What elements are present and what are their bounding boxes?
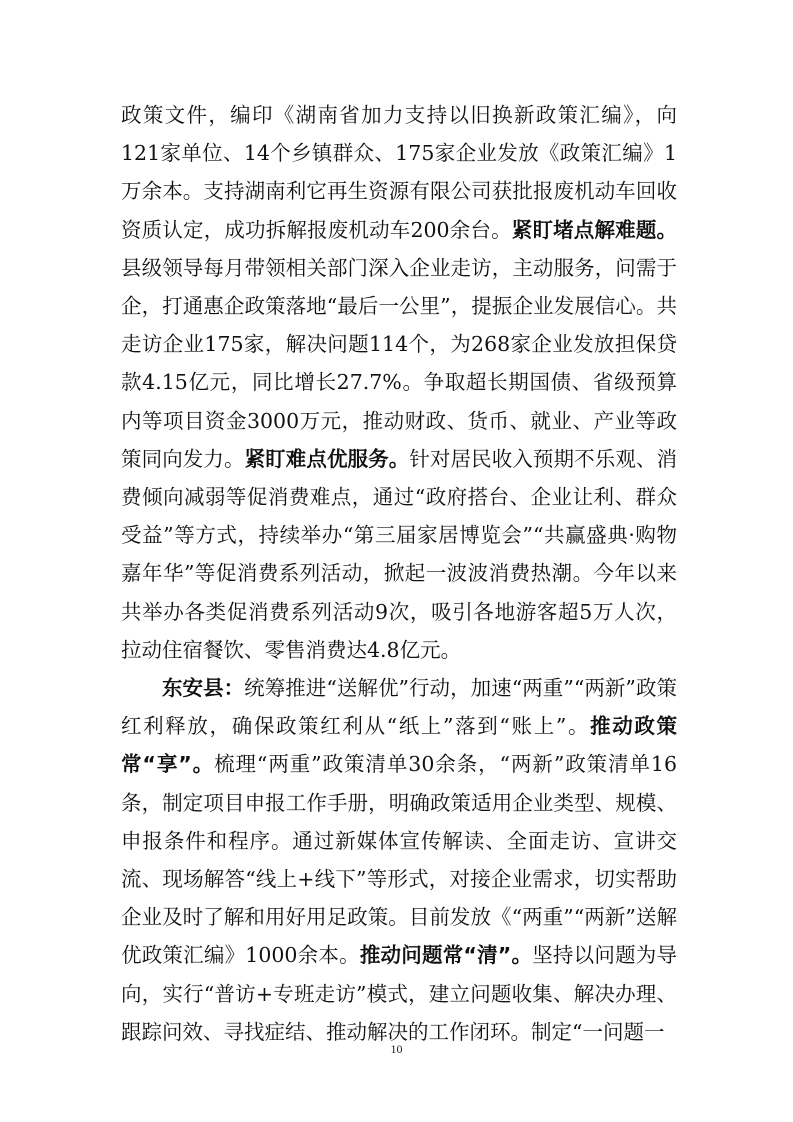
- bold-heading: 紧盯难点优服务。: [244, 446, 410, 471]
- text-run: 政策文件，编印《湖南省加力支持以旧换新政策汇编》，向121家单位、14个乡镇群众、175家企业发放《政策汇编》1万余本。支持湖南利它再生资源有限公司获批报废机动车回收资质认定，成功拆解报废机动车200余台。: [121, 103, 677, 242]
- text-run: 梳理“两重”政策清单30余条，“两新”政策清单16条，制定项目申报工作手册，明确政策适用企业类型、规模、申报条件和程序。通过新媒体宣传解读、全面走访、宣讲交流、现场解答“线上+线下”等形式，对接企业需求，切实帮助企业及时了解和用好用足政策。目前发放《“两重”“两新”送解优政策汇编》1000余本。: [121, 752, 678, 968]
- text-run: 统筹推进“送解优”行动，加速“两重”“两新”政策红利释放，确保政策红利从“纸上”落到“账上”。: [121, 676, 677, 739]
- paragraph-2: [121, 669, 677, 1051]
- page-number: 10: [390, 1042, 403, 1056]
- body-text: [121, 96, 677, 1051]
- bold-heading: 推动问题常“清”。: [359, 943, 533, 968]
- bold-heading: 紧盯堵点解难题。: [511, 217, 678, 242]
- text-run: 坚持以问题为导向，实行“普访+专班走访”模式，建立问题收集、解决办理、跟踪问效、寻找症结、推动解决的工作闭环。制定“一问题一: [121, 943, 678, 1044]
- text-run: 县级领导每月带领相关部门深入企业走访，主动服务，问需于企，打通惠企政策落地“最后一公里”，提振企业发展信心。共走访企业175家，解决问题114个，为268家企业发放担保贷款4.15亿元，同比增长27.7%。争取超长期国债、省级预算内等项目资金3000万元，推动财政、货币、就业、产业等政策同向发力。: [121, 255, 677, 471]
- county-heading: 东安县：: [162, 676, 245, 701]
- text-run: 针对居民收入预期不乐观、消费倾向减弱等促消费难点，通过“政府搭台、企业让利、群众受益”等方式，持续举办“第三届家居博览会”“共赢盛典·购物嘉年华”等促消费系列活动，掀起一波波消费热潮。今年以来共举办各类促消费系列活动9次，吸引各地游客超5万人次，拉动住宿餐饮、零售消费达4.8亿元。: [121, 446, 678, 662]
- bold-heading: 推动政策常“享”。: [121, 714, 678, 777]
- paragraph-1: [121, 96, 677, 669]
